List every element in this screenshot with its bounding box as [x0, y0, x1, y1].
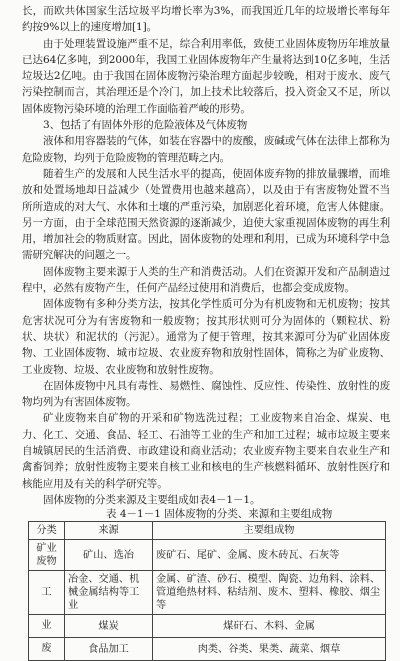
table-caption: 表 4－1－1 固体废物的分类、来源和主要组成物	[106, 508, 333, 520]
paragraph: 矿业废物来自矿物的开采和矿物选洗过程；工业废物来自冶金、煤炭、电力、化工、交通、食品、轻工、石油等工业的生产和加工过程；城市垃圾主要来自城镇居民的生活消费、市政建设和商业活动；农业废弃物主要来自农业生产和禽畜饲养；放射性废物主要来自核工业和核电的生产核燃料循环、放射性医疗和核能应用及有关的科学研究等。	[22, 412, 390, 490]
paragraph: 固体废物主要来源于人类的生产和消费活动。人们在资源开发和产品制造过程中，必然有废物产生，任何产品经过使用和消费后，也都会变成废物。	[22, 265, 390, 295]
table-cell-composition: 废矿石、尾矿、金属、废木砖瓦、石灰等	[153, 540, 386, 571]
table-row	[29, 638, 386, 661]
table-cell-category: 业	[29, 615, 65, 638]
table-cell-source: 煤炭	[65, 615, 153, 638]
table-cell-category: 工	[29, 571, 65, 615]
table-cell-composition: 煤矸石、木料、金属	[153, 615, 386, 638]
table-cell-composition: 肉类、谷类、果类、蔬菜、烟草	[153, 638, 386, 661]
table-row	[29, 540, 386, 571]
body-text	[22, 3, 390, 508]
table-cell-category: 废	[29, 638, 65, 661]
paragraph: 液体和用容器装的气体，如装在容器中的废酸，废碱或气体在法律上都称为危险废物，均列于危险废物的管理范畴之内。	[22, 135, 390, 164]
table-cell-composition: 金属、矿渣、砂石、模型、陶瓷、边角料、涂料、管道绝热材料、粘结剂、废木、塑料、橡胶、烟尘等	[153, 571, 386, 615]
table-cell-source: 矿山、选冶	[65, 540, 153, 571]
table-cell-category: 矿业废物	[29, 540, 65, 571]
section-heading: 3、包括了有固体外形的危险液体及气体废物	[43, 119, 248, 132]
paragraph: 由于处理装置设施严重不足，综合利用率低，致使工业固体废物历年堆放量已达64亿多吨，到2000年，我国工业固体废物年产生量将达到10亿多吨，生活垃圾达2亿吨。由于我国在固体废物污染治理方面起步较晚，相对于废水、废气污染控制而言，其治理还是个冷门，加上技术比较落后，投入资金又不足，所以固体废物污染环境的治理工作面临着严峻的形势。	[22, 37, 390, 115]
table-header-cell: 主要组成物	[153, 522, 386, 540]
table-cell-source: 冶金、交通、机械金属结构等工业	[65, 571, 153, 615]
paragraph: 在固体废物中凡具有毒性、易燃性、腐蚀性、反应性、传染性、放射性的废物均列为有害固体废物。	[22, 379, 390, 409]
table-row	[29, 615, 386, 638]
table-header-row	[29, 522, 386, 540]
paragraph: 随着生产的发展和人民生活水平的提高，使固体废弃物的排放量骤增，而堆放和处置场地却日益减少（处置费用也越来越高），以及由于有害废物处置不当所所造成的对大气、水体和土壤的严重污染，加剧恶化着环境，危害人体健康。另一方面，由于全球范围天然资源的逐渐减少，迫使大家重视固体废物的再生利用，增加社会的物质财富。因此，固体废物的处理和利用，已成为环境科学中急需研究解决的问题之一。	[22, 167, 390, 262]
table-header-cell: 分类	[29, 522, 65, 540]
table-header-cell: 来源	[65, 522, 153, 540]
table-cell-source: 食品加工	[65, 638, 153, 661]
waste-classification-table	[28, 521, 386, 661]
paragraph: 长，而欧共体国家生活垃圾平均增长率为3%，而我国近几年的垃圾增长率每年约按9%以上的速度增加[1]。	[22, 5, 390, 34]
paragraph: 固体废物的分类来源及主要组成如表4－1－1。	[43, 493, 261, 506]
paragraph: 固体废物有多种分类方法，按其化学性质可分为有机废物和无机废物；按其危害状况可分为有害废物和一般废物；按其形状则可分为固体的（颗粒状、粉状、块状）和泥状的（污泥）。通常为了便于管理，按其来源可分为矿业固体废物、工业固体废物、城市垃圾、农业废弃物和放射性固体，简称之为矿业废物、工业废物、垃圾、农业废物和放射性废物。	[22, 298, 390, 376]
